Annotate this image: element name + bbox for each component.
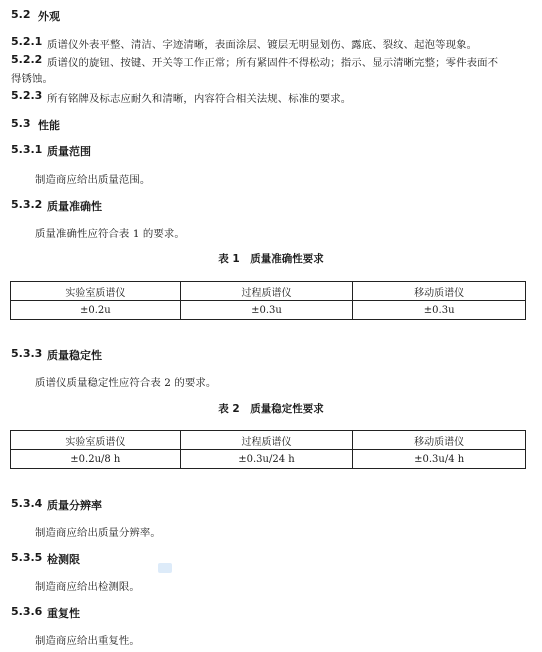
clause-5-3-6-text: 制造商应给出重复性。 [35,635,140,647]
table-2-header-lab: 实验室质谱仪 [11,431,181,450]
clause-5-3-1-text: 制造商应给出质量范围。 [35,174,151,186]
clause-5-3-4-number: 5.3.4 [11,497,43,510]
table-2-header-row [11,431,526,450]
clause-5-2-1-number: 5.2.1 [11,35,43,48]
clause-5-3-5-text: 制造商应给出检测限。 [35,581,140,593]
table-1 [10,281,526,320]
table-1-header-lab: 实验室质谱仪 [11,282,181,301]
clause-5-3-2-number: 5.3.2 [11,198,43,211]
clause-5-3-6-number: 5.3.6 [11,605,43,618]
clause-5-3-2-text: 质量准确性应符合表 1 的要求。 [35,228,185,240]
table-1-header-row [11,282,526,301]
clause-5-3-3-text: 质谱仪质量稳定性应符合表 2 的要求。 [35,377,217,389]
clause-5-2-3-number: 5.2.3 [11,89,43,102]
clause-5-2-2-text-continued: 得锈蚀。 [11,73,53,85]
clause-5-3-1-number: 5.3.1 [11,143,43,156]
section-5-3-number: 5.3 [11,117,31,130]
clause-5-3-4-title: 质量分辨率 [47,499,102,512]
section-5-3-title: 性能 [38,119,60,132]
clause-5-3-5-number: 5.3.5 [11,551,43,564]
table-1-caption: 表 1 质量准确性要求 [218,253,324,265]
table-2 [10,430,526,469]
table-1-header-mobile: 移动质谱仪 [353,282,526,301]
clause-5-2-3-text: 所有铭牌及标志应耐久和清晰，内容符合相关法规、标准的要求。 [47,93,352,105]
table-2-header-mobile: 移动质谱仪 [353,431,526,450]
table-1-cell-process: ±0.3u [180,301,353,320]
table-2-header-process: 过程质谱仪 [180,431,353,450]
clause-5-3-2-title: 质量准确性 [47,200,102,213]
clause-5-3-4-text: 制造商应给出质量分辨率。 [35,527,161,539]
table-2-cell-mobile: ±0.3u/4 h [353,450,526,469]
clause-5-3-5-title: 检测限 [47,553,80,566]
clause-5-3-6-title: 重复性 [47,607,80,620]
clause-5-2-1-text: 质谱仪外表平整、清洁、字迹清晰，表面涂层、镀层无明显划伤、露底、裂纹、起泡等现象。 [47,39,478,51]
clause-5-2-2-text: 质谱仪的旋钮、按键、开关等工作正常；所有紧固件不得松动；指示、显示清晰完整；零件表面不 [47,57,499,69]
clause-5-3-3-number: 5.3.3 [11,347,43,360]
clause-5-2-2-number: 5.2.2 [11,53,43,66]
table-row [11,450,526,469]
section-5-2-title: 外观 [38,10,60,23]
clause-5-3-3-title: 质量稳定性 [47,349,102,362]
table-2-caption: 表 2 质量稳定性要求 [218,403,324,415]
clause-5-3-1-title: 质量范围 [47,145,91,158]
table-1-header-process: 过程质谱仪 [180,282,353,301]
section-5-2-number: 5.2 [11,8,31,21]
table-1-cell-mobile: ±0.3u [353,301,526,320]
table-1-cell-lab: ±0.2u [11,301,181,320]
table-2-cell-process: ±0.3u/24 h [180,450,353,469]
table-2-cell-lab: ±0.2u/8 h [11,450,181,469]
watermark-mark [158,563,172,573]
table-row [11,301,526,320]
